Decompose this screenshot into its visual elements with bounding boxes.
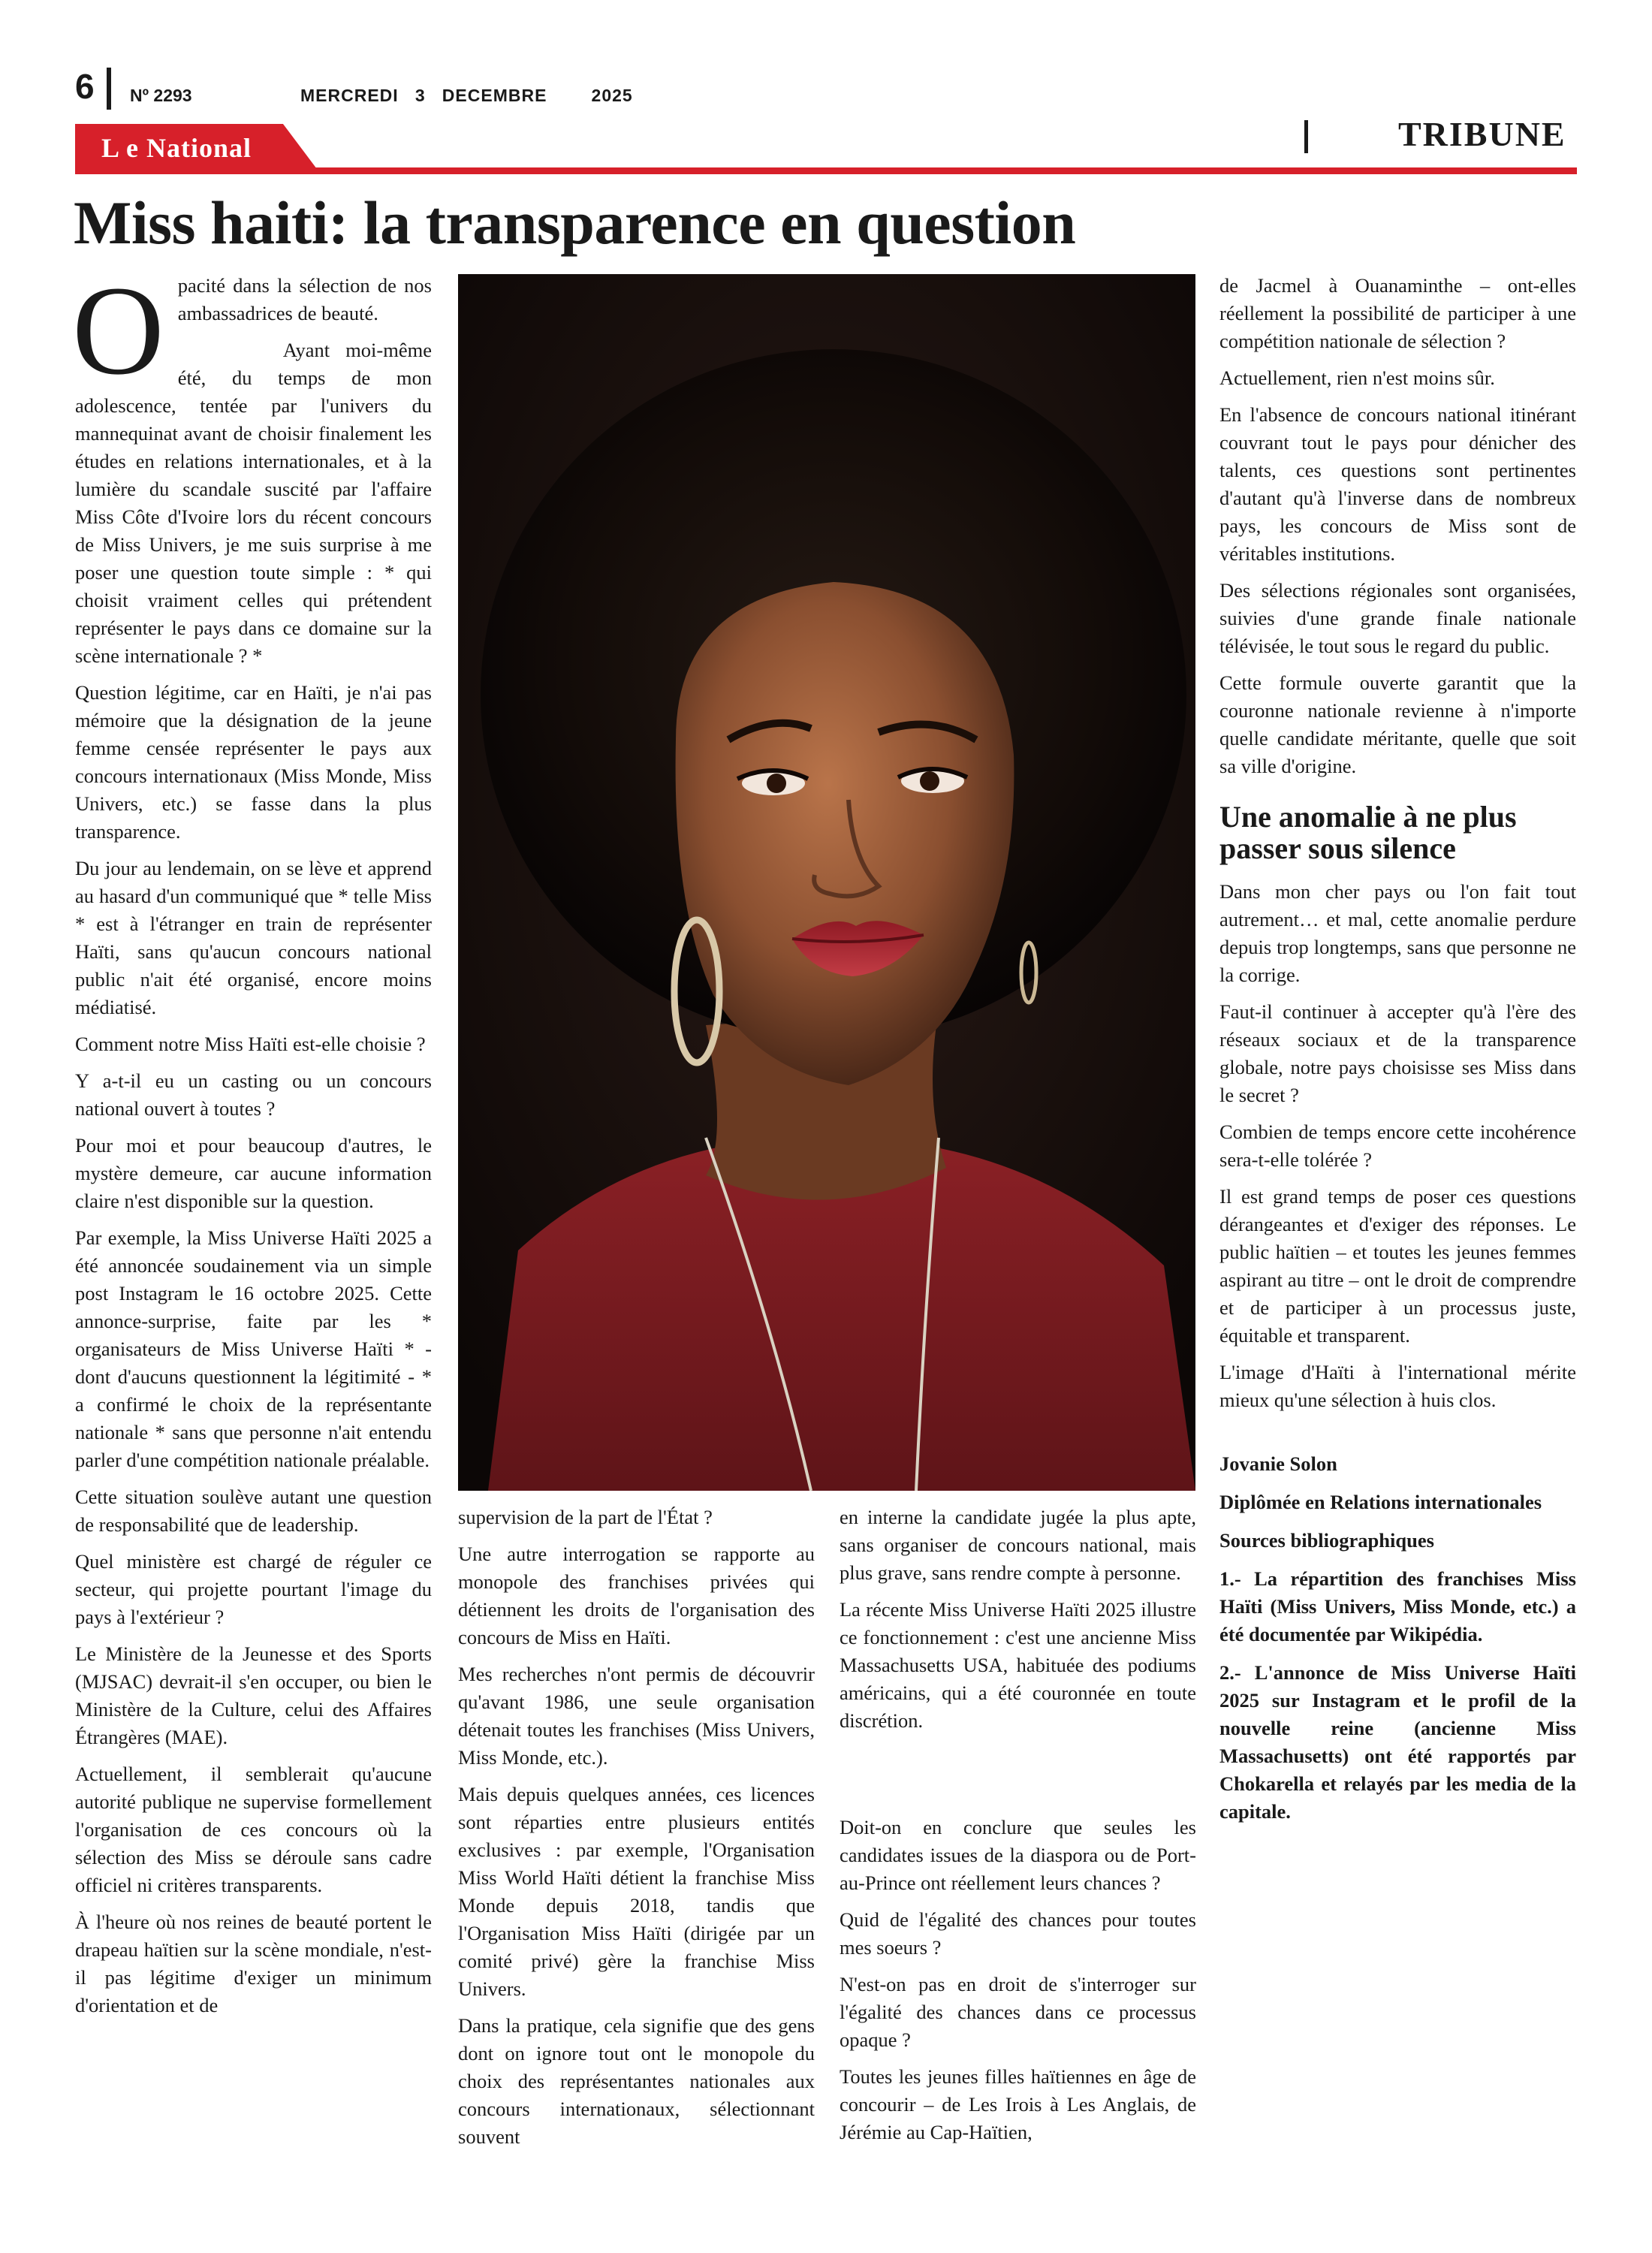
page-number: 6 (75, 67, 95, 106)
paragraph: pacité dans la sélection de nos ambassadrices de beauté. (177, 274, 432, 324)
paragraph: en interne la candidate jugée la plus apte, sans organiser de concours national, mais plus grave, sans rendre compte à personne. (840, 1506, 1196, 1584)
article-column-2 (458, 1504, 815, 2160)
paragraph: Dans la pratique, cela signifie que des gens dont on ignore tout ont le monopole du choix des représentantes nationales aux concours internationaux, sélectionnant souvent (458, 2014, 815, 2148)
article-headline: Miss haiti: la transparence en question (74, 189, 1076, 257)
article-subheading: Une anomalie à ne plus passer sous silence (1219, 800, 1517, 865)
paragraph: Actuellement, rien n'est moins sûr. (1219, 366, 1495, 389)
issue-number: Nº 2293 (130, 86, 192, 105)
paragraph: Dans mon cher pays ou l'on fait tout autrement… et mal, cette anomalie perdure depuis trop longtemps, sans que personne ne la corrige. (1219, 880, 1576, 986)
paragraph: Mais depuis quelques années, ces licences sont réparties entre plusieurs entités exclusives : par exemple, l'Organisation Miss World Haïti détient la franchise Miss Monde depuis 2018, tandis que l'Organisation Miss Haïti (dirigée par un comité privé) gère la franchise Miss Univers. (458, 1783, 815, 2000)
newspaper-brand: L e National (101, 133, 252, 163)
header-rule (75, 167, 1577, 174)
paragraph: Cette situation soulève autant une question de responsabilité que de leadership. (75, 1485, 432, 1536)
paragraph: Faut-il continuer à accepter qu'à l'ère des réseaux sociaux et de la transparence globale, notre pays choisisse ses Miss dans le secret ? (1219, 1000, 1576, 1106)
paragraph: Comment notre Miss Haïti est-elle choisie ? (75, 1033, 426, 1055)
article-column-1 (72, 260, 432, 2028)
paragraph: Des sélections régionales sont organisées, suivies d'une grande finale nationale télévisée, le tout sous le regard du public. (1219, 579, 1576, 657)
paragraph: Du jour au lendemain, on se lève et apprend au hasard d'un communiqué que * telle Miss * est à l'étranger en train de représenter Haïti, sans qu'aucun concours national public n'ait été organisé, encore moins médiatisé. (75, 857, 432, 1018)
paragraph: Une autre interrogation se rapporte au monopole des franchises privées qui détiennent les droits de l'organisation des concours de Miss en Haïti. (458, 1543, 815, 1648)
author-name: Jovanie Solon (1219, 1452, 1337, 1475)
drop-cap: O (72, 260, 164, 401)
paragraph: Cette formule ouverte garantit que la couronne nationale revienne à n'importe quelle candidate méritante, quelle que soit sa ville d'origine. (1219, 671, 1576, 777)
paragraph: Mes recherches n'ont permis de découvrir qu'avant 1986, une seule organisation détenait toutes les franchises (Miss Univers, Miss Monde, etc.). (458, 1663, 815, 1769)
paragraph: À l'heure où nos reines de beauté portent le drapeau haïtien sur la scène mondiale, n'est-il pas légitime d'exiger un minimum d'orientation et de (75, 1911, 432, 2016)
paragraph: Ayant moi-même été, du temps de mon adolescence, tentée par l'univers du mannequinat avant de choisir finalement les études en relations internationales, et à la lumière du scandale suscité par l'affaire Miss Côte d'Ivoire lors du récent concours de Miss Univers, je me suis surprise à me poser une question toute simple : * qui choisit vraiment celles qui prétendent représenter le pays dans ce domaine sur la scène internationale ? * (75, 339, 432, 667)
paragraph: En l'absence de concours national itinérant couvrant tout le pays pour dénicher des talents, ces questions sont pertinentes d'autant qu'à l'inverse dans de nombreux pays, les concours de Miss sont de véritables institutions. (1219, 403, 1576, 565)
paragraph: Quid de l'égalité des chances pour toutes mes soeurs ? (840, 1908, 1196, 1959)
paragraph: Toutes les jeunes filles haïtiennes en âge de concourir – de Les Irois à Les Anglais, de Jérémie au Cap-Haïtien, (840, 2065, 1196, 2143)
article-column-3 (840, 1504, 1196, 1744)
paragraph: Actuellement, il semblerait qu'aucune autorité publique ne supervise formellement l'organisation de ces concours où la sélection des Miss se déroule sans cadre officiel ni critères transparents. (75, 1763, 432, 1896)
paragraph: supervision de la part de l'État ? (458, 1506, 713, 1528)
section-divider (1304, 120, 1308, 153)
paragraph: N'est-on pas en droit de s'interroger sur l'égalité des chances dans ce processus opaque ? (840, 1973, 1196, 2051)
paragraph: Y a-t-il eu un casting ou un concours national ouvert à toutes ? (75, 1069, 432, 1120)
author-title: Diplômée en Relations internationales (1219, 1491, 1542, 1513)
paragraph: Il est grand temps de poser ces questions dérangeantes et d'exiger des réponses. Le public haïtien – et toutes les jeunes femmes aspirant au titre – ont le droit de comprendre et de participer à un processus juste, équitable et transparent. (1219, 1185, 1576, 1347)
paragraph: Combien de temps encore cette incohérence sera-t-elle tolérée ? (1219, 1120, 1576, 1171)
paragraph: Le Ministère de la Jeunesse et des Sports (MJSAC) devrait-il s'en occuper, ou bien le Ministère de la Culture, celui des Affaires Étrangères (MAE). (75, 1642, 432, 1748)
paragraph: Par exemple, la Miss Universe Haïti 2025 a été annoncée soudainement via un simple post Instagram le 16 octobre 2025. Cette annonce-surprise, faite par les * organisateurs de Miss Universe Haïti * - dont d'aucuns questionnent la légitimité - * a confirmé le choix de la représentante nationale * sans que personne n'ait entendu parler d'une compétition nationale préalable. (75, 1226, 432, 1471)
article-column-3-continued (840, 1814, 1196, 2155)
paragraph: Pour moi et pour beaucoup d'autres, le mystère demeure, car aucune information claire n'est disponible sur la question. (75, 1134, 432, 1212)
source-item: 1.- La répartition des franchises Miss Haïti (Miss Univers, Miss Monde, etc.) a été documentée par Wikipédia. (1219, 1567, 1576, 1645)
paragraph: Doit-on en conclure que seules les candidates issues de la diaspora ou de Port-au-Prince ont réellement leurs chances ? (840, 1816, 1196, 1894)
source-item: 2.- L'annonce de Miss Universe Haïti 2025 sur Instagram et le profil de la nouvelle reine (ancienne Miss Massachusetts) ont été rapportés par Chokarella et relayés par les media de la capitale. (1219, 1661, 1576, 1823)
page-number-divider (107, 68, 111, 110)
paragraph: Question légitime, car en Haïti, je n'ai pas mémoire que la désignation de la jeune femme censée représenter le pays aux concours internationaux (Miss Monde, Miss Univers, etc.) se fasse dans la plus transparence. (75, 681, 432, 843)
section-label: TRIBUNE (1398, 115, 1566, 153)
issue-date: MERCREDI 3 DECEMBRE 2025 (300, 86, 633, 105)
paragraph: L'image d'Haïti à l'international mérite mieux qu'une sélection à huis clos. (1219, 1361, 1576, 1411)
article-column-4 (1219, 272, 1576, 1836)
sources-heading: Sources bibliographiques (1219, 1529, 1434, 1552)
paragraph: de Jacmel à Ouanaminthe – ont-elles réellement la possibilité de participer à une compétition nationale de sélection ? (1219, 274, 1576, 352)
portrait-photo (458, 274, 1195, 1491)
paragraph: La récente Miss Universe Haïti 2025 illustre ce fonctionnement : c'est une ancienne Miss Massachusetts USA, habituée des podiums américains, qui a été couronnée en toute discrétion. (840, 1598, 1196, 1732)
signature-block (1219, 1450, 1576, 1826)
paragraph: Quel ministère est chargé de réguler ce secteur, qui projette pourtant l'image du pays à l'extérieur ? (75, 1550, 432, 1628)
